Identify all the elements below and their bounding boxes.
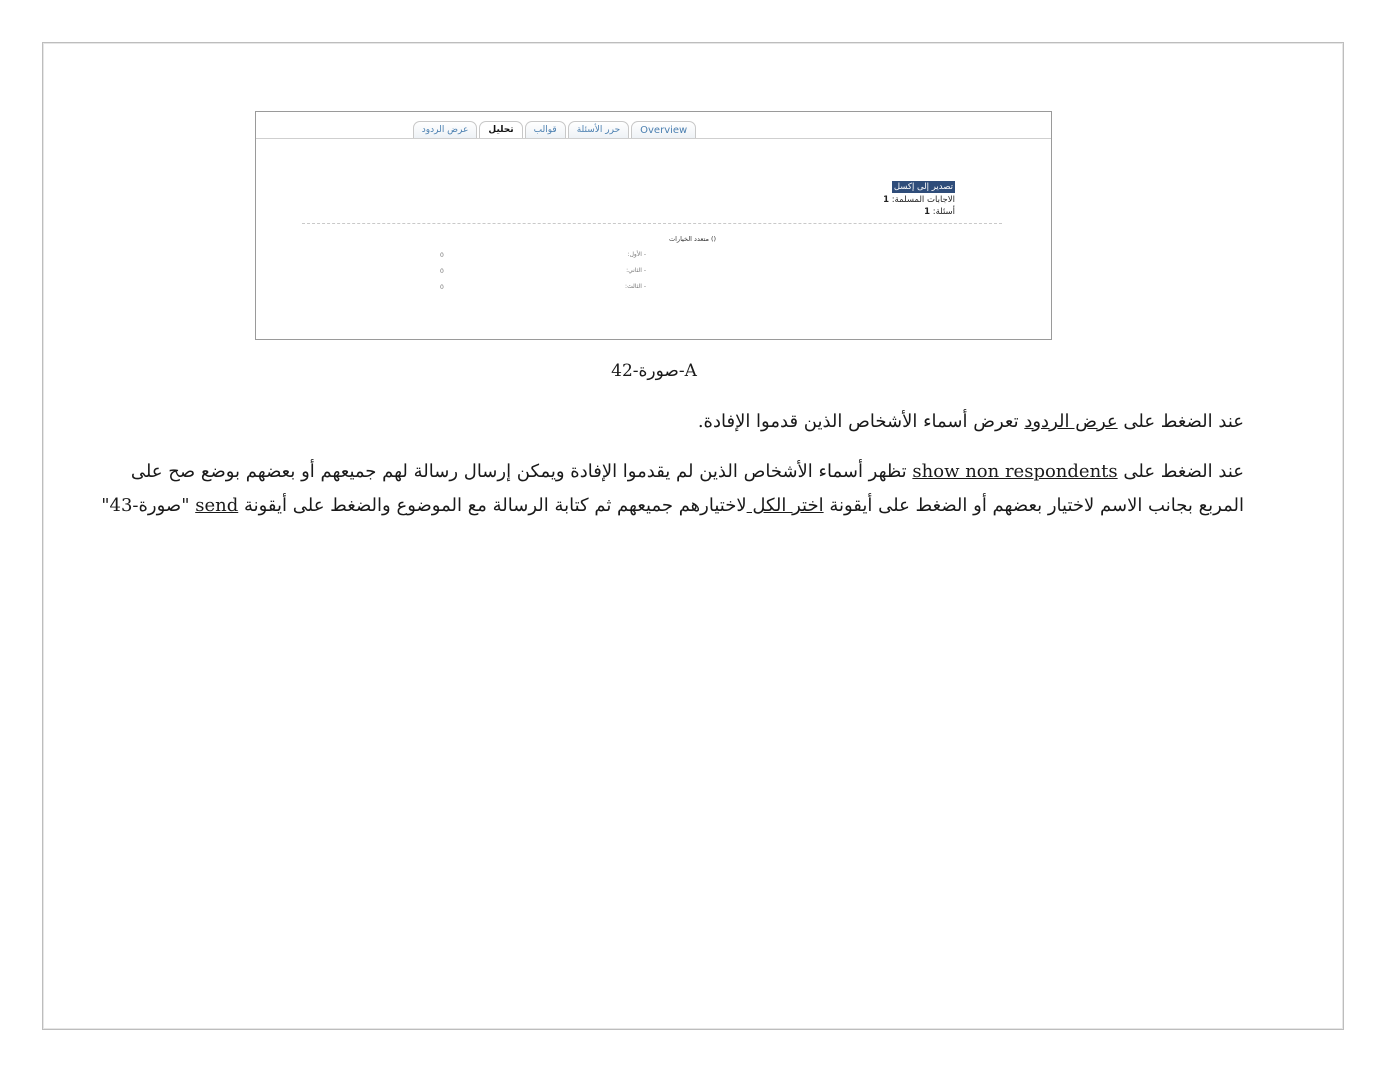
questions-value: 1 [924, 207, 930, 217]
para2-after: "صورة-43" [101, 495, 196, 516]
questions-count [924, 207, 955, 217]
tab-overview[interactable]: Overview [631, 121, 696, 138]
tab-templates[interactable]: قوالب [525, 121, 566, 138]
option-count: 0 [440, 252, 444, 259]
figure-caption: صورة-42-A [611, 361, 697, 381]
para2-before: عند الضغط على [1117, 461, 1244, 482]
tab-view-responses[interactable]: عرض الردود [413, 121, 478, 138]
paragraph-non-respondents [92, 455, 1244, 523]
tabs-divider [256, 138, 1051, 139]
option-count: 0 [440, 284, 444, 291]
para1-after: تعرض أسماء الأشخاص الذين قدموا الإفادة. [697, 411, 1025, 432]
show-non-respondents-link[interactable]: show non respondents [912, 461, 1118, 482]
responses-label: الاجابات المسلمة: [891, 195, 955, 205]
embedded-screenshot [255, 111, 1052, 340]
option-label: - الثالث: [625, 283, 646, 290]
option-label: - الثاني: [626, 267, 646, 274]
divider [302, 223, 1002, 224]
export-excel-link[interactable]: تصدير إلى إكسل [893, 182, 953, 192]
tab-edit-questions[interactable]: حرر الأسئلة [568, 121, 629, 138]
para2-middle2: لاختيارهم جميعهم ثم كتابة الرسالة مع الموضوع والضغط على أيقونة [238, 495, 747, 516]
paragraph-view-responses [92, 405, 1244, 439]
para1-before: عند الضغط على [1117, 411, 1244, 432]
option-label: - الأول: [627, 251, 646, 258]
send-link[interactable]: send [195, 495, 239, 516]
tab-analysis[interactable]: تحليل [479, 121, 522, 138]
responses-value: 1 [883, 195, 889, 205]
questions-label: أسئلة: [932, 207, 955, 217]
question-title: () متعدد الخيارات [669, 235, 717, 243]
tab-bar [256, 121, 1051, 139]
view-responses-link[interactable]: عرض الردود [1024, 411, 1118, 432]
option-count: 0 [440, 268, 444, 275]
para2-middle1: تظهر أسماء الأشخاص الذين لم يقدموا الإفادة ويمكن إرسال رسالة لهم جميعهم أو بعضهم بوضع صح على المربع بجانب الاسم لاختيار بعضهم أو الضغط على أيقونة [130, 461, 1244, 516]
responses-count [883, 195, 955, 205]
select-all-link[interactable]: اختر الكل [746, 495, 824, 516]
